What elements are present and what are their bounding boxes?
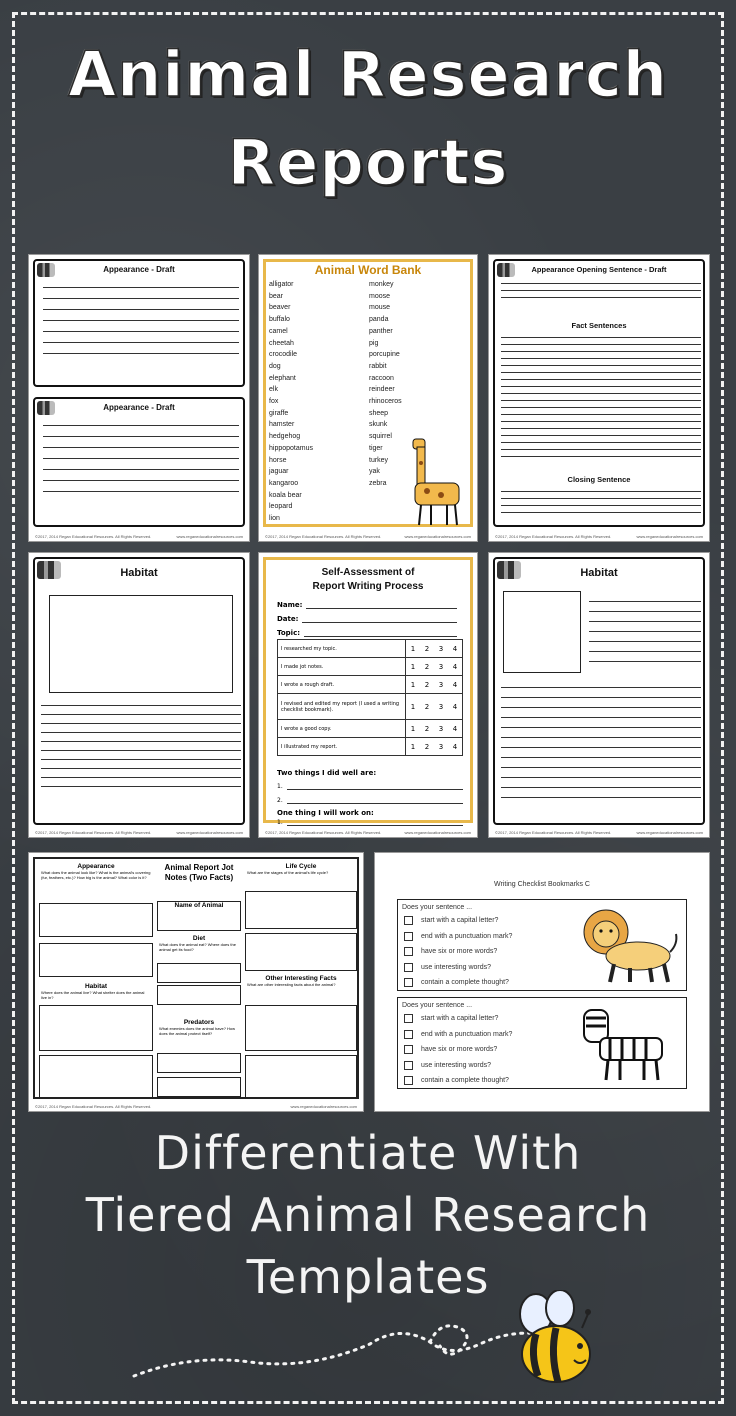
giraffe-icon xyxy=(399,433,471,529)
jot-predators-box-2 xyxy=(157,1077,241,1097)
jot-appearance-box-2 xyxy=(39,943,153,977)
one-thing-line xyxy=(277,819,463,826)
sheet-appearance-draft xyxy=(28,254,250,542)
site-text: www.reganeducationalresources.com xyxy=(176,534,243,539)
rating-number: 2 xyxy=(424,680,430,689)
copyright-text: ©2017, 2014 Regan Educational Resources. All Rights Reserved. xyxy=(495,534,612,539)
habitat-b-title: Habitat xyxy=(580,567,618,579)
jot-other-facts xyxy=(245,975,357,1001)
self-assessment-row xyxy=(278,738,462,756)
word-bank-word: leopard xyxy=(269,503,293,511)
word-bank-word: elephant xyxy=(269,374,296,382)
word-bank-word: mouse xyxy=(369,304,391,312)
word-bank-word: dog xyxy=(269,362,281,370)
bookmarks-title: Writing Checklist Bookmarks C xyxy=(494,881,590,888)
jot-predators-question: What enemies does the animal have? How does the animal protect itself? xyxy=(159,1026,236,1036)
jot-life-cycle xyxy=(245,863,357,889)
self-assessment-row-label: I wrote a rough draft. xyxy=(278,676,406,693)
site-text: www.reganeducationalresources.com xyxy=(636,534,703,539)
copyright-text: ©2017, 2014 Regan Educational Resources. All Rights Reserved. xyxy=(495,830,612,835)
word-bank-word: squirrel xyxy=(369,433,392,441)
draft-title-bottom: Appearance - Draft xyxy=(103,403,175,412)
rating-number: 4 xyxy=(452,662,458,671)
copyright-footer xyxy=(265,534,471,539)
jot-other-facts-box-2 xyxy=(245,1055,357,1099)
jot-appearance-label: Appearance xyxy=(77,863,115,870)
rating-number: 4 xyxy=(452,724,458,733)
draft-lines-top xyxy=(43,287,239,364)
word-bank-word: rabbit xyxy=(369,362,387,370)
rating-number: 4 xyxy=(452,644,458,653)
word-bank-word: zebra xyxy=(369,479,387,487)
self-assessment-row xyxy=(278,640,462,658)
habitat-a-picture-box xyxy=(49,595,233,693)
jot-center-title-text: Animal Report Jot Notes (Two Facts) xyxy=(164,863,234,882)
title-line-2: Reports xyxy=(227,126,509,199)
checklist-item-label: have six or more words? xyxy=(421,1046,498,1054)
rating-number: 1 xyxy=(410,702,416,711)
self-assessment-row-label: I researched my topic. xyxy=(278,640,406,657)
checklist-item-label: start with a capital letter? xyxy=(421,1015,499,1023)
jot-appearance-question: What does the animal look like? What is the animal's covering (fur, feathers, etc.)? How big is the animal? What color is it? xyxy=(41,870,151,880)
word-bank-word: moose xyxy=(369,292,391,300)
sheet-habitat-b xyxy=(488,552,710,838)
habitat-a-title: Habitat xyxy=(120,567,158,579)
checkbox xyxy=(404,963,413,972)
jot-diet-box-1 xyxy=(157,963,241,983)
sheet-opening-sentence xyxy=(488,254,710,542)
draft-frame-bottom xyxy=(33,397,245,527)
checklist-item-label: use interesting words? xyxy=(421,1061,492,1069)
lion-icon xyxy=(578,904,682,986)
sheet-self-assessment xyxy=(258,552,478,838)
site-text: www.reganeducationalresources.com xyxy=(290,1104,357,1109)
jot-diet-label: Diet xyxy=(192,935,206,942)
rating-number: 3 xyxy=(438,662,444,671)
name-field xyxy=(277,601,457,609)
word-bank-word: horse xyxy=(269,456,287,464)
rating-number: 1 xyxy=(410,680,416,689)
self-assessment-row xyxy=(278,694,462,720)
opening-lines-bottom xyxy=(501,491,701,519)
copyright-footer xyxy=(265,830,471,835)
self-assessment-title-2: Report Writing Process xyxy=(312,581,424,592)
name-label: Name: xyxy=(277,601,303,609)
two-things-line-1 xyxy=(277,783,463,790)
checklist-item-label: have six or more words? xyxy=(421,948,498,956)
jot-other-facts-box-1 xyxy=(245,1005,357,1051)
jot-habitat-box-1 xyxy=(39,1005,153,1051)
dotted-trail-icon xyxy=(130,1314,550,1384)
zebra-icon xyxy=(578,1002,672,1084)
jot-diet-question: What does the animal eat? Where does the animal get its food? xyxy=(159,942,236,952)
title-line-1: Animal Research xyxy=(68,38,668,111)
rating-number: 3 xyxy=(438,644,444,653)
copyright-footer xyxy=(35,534,243,539)
word-bank-word: yak xyxy=(369,468,380,476)
word-bank-word: tiger xyxy=(369,444,383,452)
jot-name-label: Name of Animal xyxy=(174,902,224,909)
checkbox xyxy=(404,1076,413,1085)
number-label: 1. xyxy=(277,783,283,790)
copyright-text: ©2017, 2014 Regan Educational Resources. All Rights Reserved. xyxy=(35,1104,152,1109)
checkbox xyxy=(404,978,413,987)
bookmark-question: Does your sentence ... xyxy=(402,1002,473,1009)
word-bank-word: lion xyxy=(269,515,280,523)
jot-habitat-box-2 xyxy=(39,1055,153,1099)
jot-other-facts-label: Other Interesting Facts xyxy=(265,975,337,982)
habitat-b-lines-side xyxy=(589,601,701,671)
word-bank-word: porcupine xyxy=(369,351,400,359)
checklist-item-label: use interesting words? xyxy=(421,963,492,971)
rating-number: 2 xyxy=(424,644,430,653)
rating-number: 2 xyxy=(424,742,430,751)
word-bank-word: hippopotamus xyxy=(269,444,313,452)
jot-predators-label: Predators xyxy=(183,1019,215,1026)
word-bank-word: sheep xyxy=(369,409,389,417)
rating-number: 4 xyxy=(452,702,458,711)
rating-number: 1 xyxy=(410,644,416,653)
jot-diet-box-2 xyxy=(157,985,241,1005)
date-field xyxy=(277,615,457,623)
copyright-text: ©2017, 2014 Regan Educational Resources. All Rights Reserved. xyxy=(265,534,382,539)
checklist-item-label: start with a capital letter? xyxy=(421,917,499,925)
bookmark-lion xyxy=(397,899,687,991)
rating-number: 1 xyxy=(410,662,416,671)
sheet-jot-notes xyxy=(28,852,364,1112)
jot-life-cycle-question: What are the stages of the animal's life cycle? xyxy=(247,870,329,875)
word-bank-word: kangaroo xyxy=(269,479,299,487)
sheet-habitat-a xyxy=(28,552,250,838)
draft-lines-bottom xyxy=(43,425,239,502)
word-bank-word: fox xyxy=(269,398,279,406)
copyright-footer xyxy=(495,534,703,539)
word-bank-word: elk xyxy=(269,386,278,394)
habitat-b-lines xyxy=(501,687,701,807)
copyright-text: ©2017, 2014 Regan Educational Resources. All Rights Reserved. xyxy=(35,534,152,539)
word-bank-word: rhinoceros xyxy=(369,398,402,406)
word-bank-word: koala bear xyxy=(269,491,302,499)
bee-icon xyxy=(508,1290,608,1390)
word-bank-word: cheetah xyxy=(269,339,294,347)
jot-notes-frame xyxy=(33,857,359,1099)
checklist-item-label: contain a complete thought? xyxy=(421,979,509,987)
number-label: 2. xyxy=(277,797,283,804)
word-bank-word: buffalo xyxy=(269,316,290,324)
site-text: www.reganeducationalresources.com xyxy=(404,830,471,835)
word-bank-word: pig xyxy=(369,339,379,347)
self-assessment-row-label: I wrote a good copy. xyxy=(278,720,406,737)
rating-number: 3 xyxy=(438,702,444,711)
jot-appearance xyxy=(39,863,153,903)
rating-number: 2 xyxy=(424,702,430,711)
site-text: www.reganeducationalresources.com xyxy=(404,534,471,539)
checkbox xyxy=(404,947,413,956)
one-thing-label: One thing I will work on: xyxy=(277,809,374,817)
word-bank-word: crocodile xyxy=(269,351,298,359)
word-bank-word: panda xyxy=(369,316,389,324)
rating-number: 2 xyxy=(424,662,430,671)
jot-predators-box-1 xyxy=(157,1053,241,1073)
jot-life-cycle-box-2 xyxy=(245,933,357,971)
two-things-label: Two things I did well are: xyxy=(277,769,377,777)
two-things-line-2 xyxy=(277,797,463,804)
word-bank-word: hamster xyxy=(269,421,295,429)
word-bank-word: reindeer xyxy=(369,386,395,394)
copyright-footer xyxy=(495,830,703,835)
word-bank-word: turkey xyxy=(369,456,389,464)
self-assessment-row xyxy=(278,720,462,738)
subtitle-line-2: Tiered Animal Research xyxy=(85,1188,651,1242)
word-bank-word: bear xyxy=(269,292,284,300)
bookmark-question: Does your sentence ... xyxy=(402,904,473,911)
habitat-a-frame xyxy=(33,557,245,825)
word-bank-word: raccoon xyxy=(369,374,394,382)
draft-title-top: Appearance - Draft xyxy=(103,265,175,274)
word-bank-word: giraffe xyxy=(269,409,289,417)
checkbox xyxy=(404,1030,413,1039)
habitat-b-picture-box xyxy=(503,591,581,673)
self-assessment-row-label: I made jot notes. xyxy=(278,658,406,675)
number-label: 1. xyxy=(277,819,283,826)
opening-frame xyxy=(493,259,705,527)
checkbox xyxy=(404,916,413,925)
jot-predators xyxy=(157,1019,241,1049)
word-bank-word: alligator xyxy=(269,281,294,288)
jot-habitat-label: Habitat xyxy=(84,983,108,990)
word-bank-word: skunk xyxy=(369,421,388,429)
subtitle-line-1: Differentiate With xyxy=(154,1126,582,1180)
copyright-footer xyxy=(35,1104,357,1109)
rating-number: 1 xyxy=(410,742,416,751)
sheet-word-bank xyxy=(258,254,478,542)
closing-sentence-label: Closing Sentence xyxy=(567,475,631,484)
draft-frame-top xyxy=(33,259,245,387)
opening-lines-top xyxy=(501,283,701,304)
rating-number: 3 xyxy=(438,680,444,689)
word-bank-word: panther xyxy=(369,327,393,335)
site-text: www.reganeducationalresources.com xyxy=(176,830,243,835)
jot-habitat-question: Where does the animal live? What shelter does the animal live in? xyxy=(41,990,145,1000)
habitat-b-frame xyxy=(493,557,705,825)
rating-number: 3 xyxy=(438,724,444,733)
date-label: Date: xyxy=(277,615,299,623)
rating-number: 1 xyxy=(410,724,416,733)
copyright-text: ©2017, 2014 Regan Educational Resources. All Rights Reserved. xyxy=(265,830,382,835)
copyright-footer xyxy=(35,830,243,835)
word-bank-title: Animal Word Bank xyxy=(314,263,422,277)
checkbox xyxy=(404,1014,413,1023)
checkbox xyxy=(404,1061,413,1070)
word-bank-word: jaguar xyxy=(269,468,289,476)
checklist-item-label: end with a punctuation mark? xyxy=(421,1030,513,1038)
self-assessment-title-1: Self-Assessment of xyxy=(321,567,415,578)
opening-lines-mid xyxy=(501,337,701,463)
self-assessment-row xyxy=(278,658,462,676)
site-text: www.reganeducationalresources.com xyxy=(636,830,703,835)
word-bank-col-1 xyxy=(269,279,313,525)
word-bank-word: monkey xyxy=(369,281,394,288)
topic-label: Topic: xyxy=(277,629,301,637)
checklist-item-label: contain a complete thought? xyxy=(421,1077,509,1085)
habitat-a-lines xyxy=(41,705,241,795)
self-assessment-row-label: I revised and edited my report (I used a writing checklist bookmark). xyxy=(278,694,406,719)
sheet-bookmarks xyxy=(374,852,710,1112)
word-bank-word: camel xyxy=(269,327,288,335)
word-bank-col-2 xyxy=(369,279,402,490)
self-assessment-table xyxy=(277,639,463,756)
jot-appearance-box-1 xyxy=(39,903,153,937)
jot-name-of-animal xyxy=(157,901,241,931)
checklist-item-label: end with a punctuation mark? xyxy=(421,932,513,940)
rating-number: 4 xyxy=(452,680,458,689)
checkbox xyxy=(404,1045,413,1054)
word-bank-word: beaver xyxy=(269,304,291,312)
jot-life-cycle-label: Life Cycle xyxy=(285,863,317,870)
word-bank-word: hedgehog xyxy=(269,433,301,441)
copyright-text: ©2017, 2014 Regan Educational Resources. All Rights Reserved. xyxy=(35,830,152,835)
jot-habitat xyxy=(39,983,153,1007)
self-assessment-row xyxy=(278,676,462,694)
self-assessment-row-label: I illustrated my report. xyxy=(278,738,406,755)
topic-field xyxy=(277,629,457,637)
jot-other-facts-question: What are other interesting facts about the animal? xyxy=(247,982,336,987)
jot-center-title xyxy=(157,863,241,897)
bookmark-zebra xyxy=(397,997,687,1089)
rating-number: 2 xyxy=(424,724,430,733)
rating-number: 3 xyxy=(438,742,444,751)
jot-life-cycle-box-1 xyxy=(245,891,357,929)
subtitle-line-3: Templates xyxy=(246,1250,490,1304)
checkbox xyxy=(404,932,413,941)
fact-sentences-label: Fact Sentences xyxy=(571,321,627,330)
rating-number: 4 xyxy=(452,742,458,751)
opening-title: Appearance Opening Sentence - Draft xyxy=(531,265,667,274)
